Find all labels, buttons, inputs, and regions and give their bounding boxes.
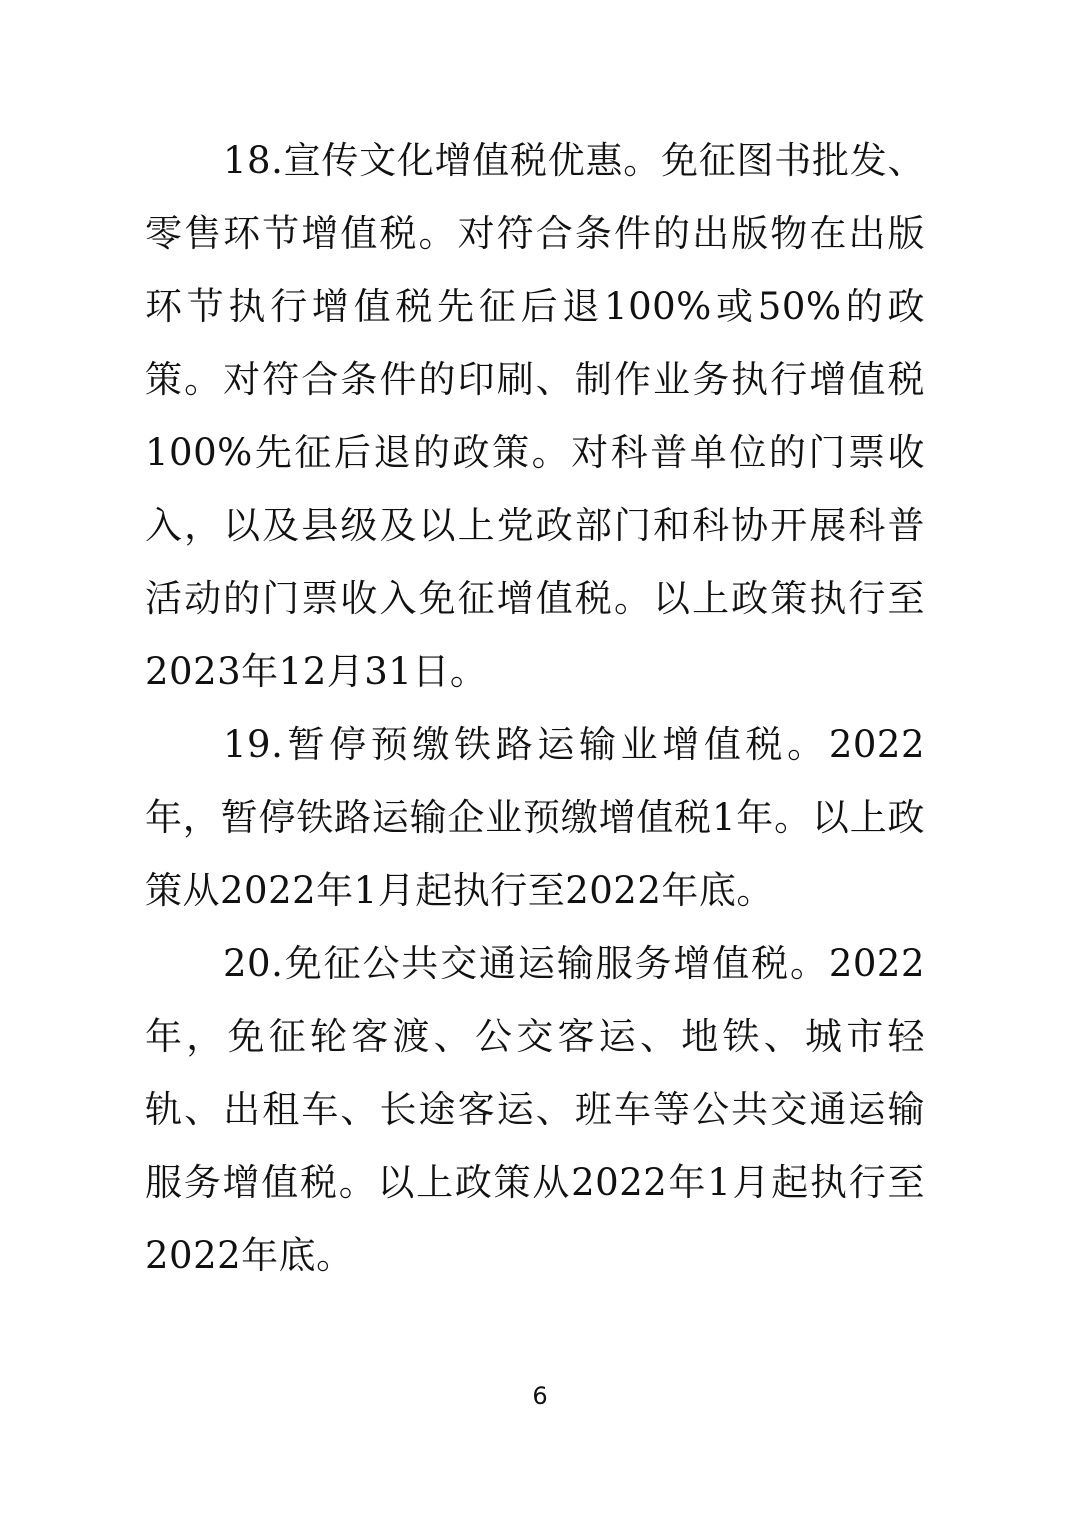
paragraph-19: 19.暂停预缴铁路运输业增值税。2022年，暂停铁路运输企业预缴增值税1年。以上政策从2022年1月起执行至2022年底。 [145,723,925,912]
document-body [145,124,925,1292]
paragraph-20: 20.免征公共交通运输服务增值税。2022年，免征轮客渡、公交客运、地铁、城市轻轨、出租车、长途客运、班车等公共交通运输服务增值税。以上政策从2022年1月起执行至2022年底。 [145,942,925,1277]
page-number: 6 [532,1382,548,1410]
paragraph-18: 18.宣传文化增值税优惠。免征图书批发、零售环节增值税。对符合条件的出版物在出版环节执行增值税先征后退100%或50%的政策。对符合条件的印刷、制作业务执行增值税100%先征后退的政策。对科普单位的门票收入，以及县级及以上党政部门和科协开展科普活动的门票收入免征增值税。以上政策执行至2023年12月31日。 [145,139,925,693]
